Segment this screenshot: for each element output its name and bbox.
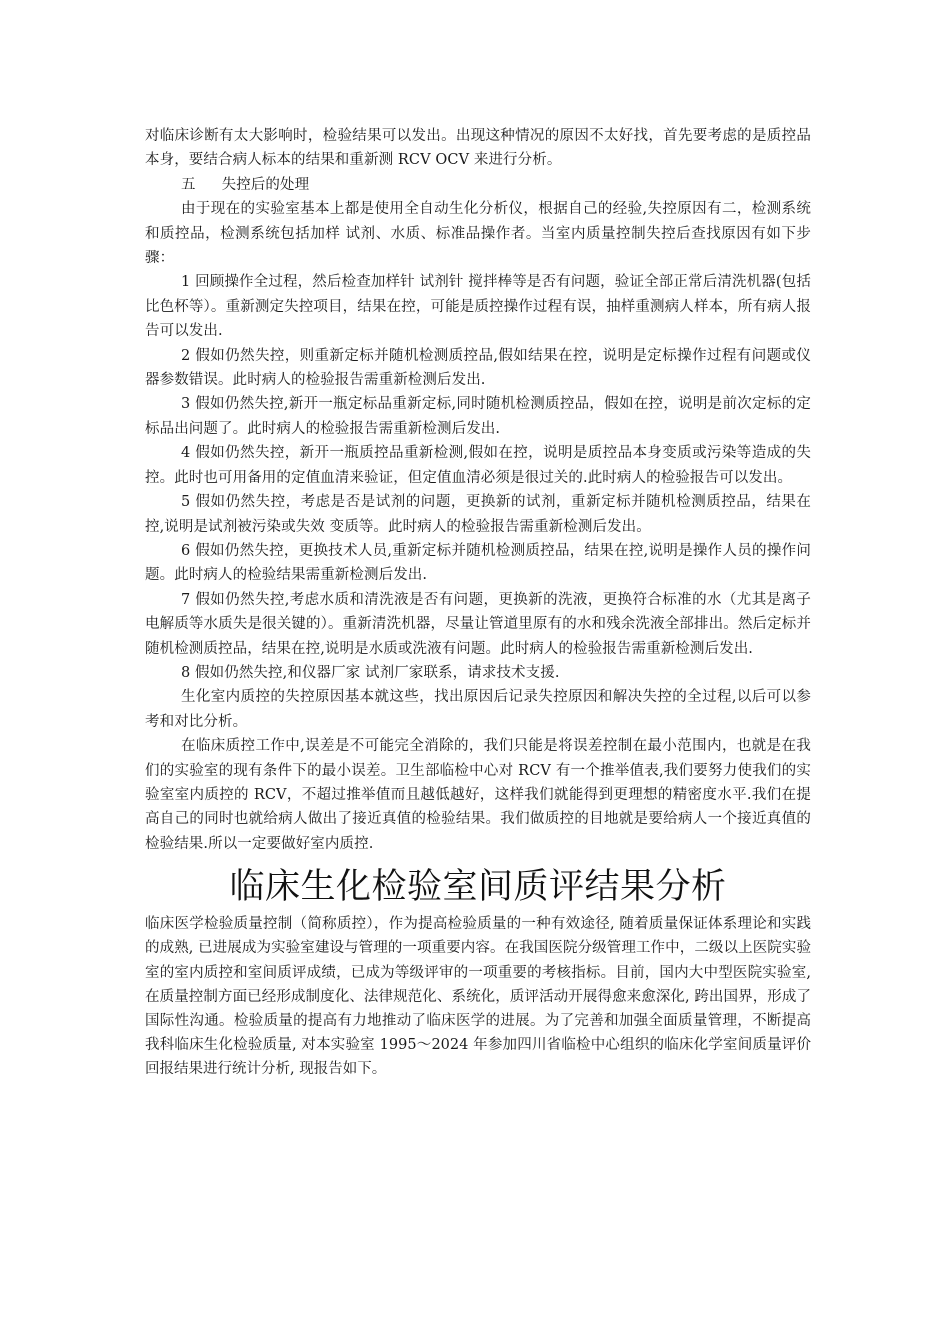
paragraph-rcv: 在临床质控工作中,误差是不可能完全消除的，我们只能是将误差控制在最小范围内，也就是在我们的实验室的现有条件下的最小误差。卫生部临检中心对 RCV 有一个推举值表,我们要努力使我们的实验室室内质控的 RCV，不超过推举值而且越低越好，这样我们就能得到更理想的精密度水平.我们在提高自己的同时也就给病人做出了接近真值的检验结果。我们做质控的目地就是要给病人一个接近真值的检验结果.所以一定要做好室内质控. bbox=[145, 738, 811, 852]
step-2: 2 假如仍然失控，则重新定标并随机检测质控品,假如结果在控，说明是定标操作过程有问题或仪器参数错误。此时病人的检验报告需重新检测后发出. bbox=[145, 347, 811, 389]
paragraph-continuation: 对临床诊断有太大影响时，检验结果可以发出。出现这种情况的原因不太好找，首先要考虑的是质控品本身，要结合病人标本的结果和重新测 RCV OCV 来进行分析。 bbox=[145, 128, 811, 169]
qc-section bbox=[145, 124, 811, 856]
paragraph-intro: 由于现在的实验室基本上都是使用全自动生化分析仪，根据自己的经验,失控原因有二，检测系统和质控品，检测系统包括加样 试剂、水质、标准品操作者。当室内质量控制失控后查找原因有如下步骤： bbox=[145, 201, 811, 267]
step-3: 3 假如仍然失控,新开一瓶定标品重新定标,同时随机检测质控品，假如在控，说明是前次定标的定标品出问题了。此时病人的检验报告需重新检测后发出. bbox=[145, 396, 811, 437]
step-1: 1 回顾操作全过程，然后检查加样针 试剂针 搅拌棒等是否有问题，验证全部正常后清洗机器(包括比色杯等）。重新测定失控项目，结果在控，可能是质控操作过程有误，抽样重测病人样本，所有病人报告可以发出. bbox=[145, 274, 811, 340]
step-8: 8 假如仍然失控,和仪器厂家 试剂厂家联系，请求技术支援. bbox=[181, 664, 560, 681]
eqa-section bbox=[145, 912, 811, 1081]
section-heading-number: 五 bbox=[181, 176, 196, 193]
paragraph-eqa-intro: 临床医学检验质量控制（简称质控），作为提高检验质量的一种有效途径, 随着质量保证体系理论和实践的成熟, 已进展成为实验室建设与管理的一项重要内容。在我国医院分级管理工作中，二级以上医院实验室的室内质控和室间质评成绩，已成为等级评审的一项重要的考核指标。目前，国内大中型医院实验室, 在质量控制方面已经形成制度化、法律规范化、系统化，质评活动开展得愈来愈深化, 跨出国界，形成了国际性沟通。检验质量的提高有力地推动了临床医学的进展。为了完善和加强全面质量管理，不断提高我科临床生化检验质量, 对本实验室 1995～2024 年参加四川省临检中心组织的临床化学室间质量评价回报结果进行统计分析, 现报告如下。 bbox=[145, 916, 811, 1078]
step-7: 7 假如仍然失控,考虑水质和清洗液是否有问题，更换新的洗液，更换符合标准的水（尤其是离子 电解质等水质失是很关键的）。重新清洗机器，尽量让管道里原有的水和残余洗液全部排出。然后定标并随机检测质控品，结果在控,说明是水质或洗液有问题。此时病人的检验报告需重新检测后发出. bbox=[145, 591, 811, 657]
section-heading-five bbox=[145, 173, 811, 197]
step-4: 4 假如仍然失控，新开一瓶质控品重新检测,假如在控，说明是质控品本身变质或污染等造成的失控。此时也可用备用的定值血清来验证，但定值血清必须是很过关的.此时病人的检验报告可以发出。 bbox=[145, 445, 811, 486]
section-heading-text: 失控后的处理 bbox=[221, 176, 310, 193]
step-5: 5 假如仍然失控，考虑是否是试剂的问题，更换新的试剂，重新定标并随机检测质控品，结果在控,说明是试剂被污染或失效 变质等。此时病人的检验报告需重新检测后发出。 bbox=[145, 494, 811, 535]
paragraph-summary: 生化室内质控的失控原因基本就这些，找出原因后记录失控原因和解决失控的全过程,以后可以参考和对比分析。 bbox=[145, 689, 811, 730]
document-page bbox=[145, 124, 811, 1082]
step-6: 6 假如仍然失控，更换技术人员,重新定标并随机检测质控品，结果在控,说明是操作人员的操作问题。此时病人的检验结果需重新检测后发出. bbox=[145, 542, 811, 584]
document-title: 临床生化检验室间质评结果分析 bbox=[229, 867, 727, 908]
